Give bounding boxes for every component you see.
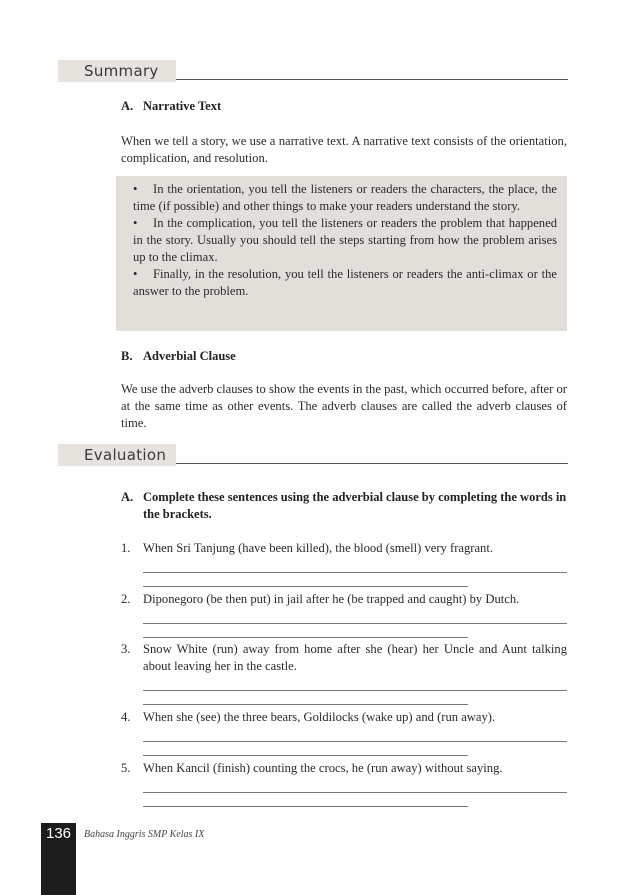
adverbial-clause-heading <box>121 349 236 364</box>
section-b-title: Adverbial Clause <box>143 349 236 363</box>
bullet-text: Finally, in the resolution, you tell the listeners or readers the anti-climax or the answer to the problem. <box>133 267 557 298</box>
narrative-text-heading <box>121 99 221 114</box>
evaluation-divider <box>176 463 568 464</box>
evaluation-instruction <box>121 489 567 523</box>
question-item <box>121 709 567 756</box>
bullet-orientation <box>133 181 557 215</box>
instruction-label: A. <box>121 490 134 504</box>
question-text: When Sri Tanjung (have been killed), the blood (smell) very fragrant. <box>143 541 493 555</box>
evaluation-title: Evaluation <box>58 444 176 466</box>
question-number: 4. <box>121 710 131 724</box>
answer-line[interactable] <box>143 742 468 756</box>
bullet-marker: • <box>133 216 138 230</box>
section-b-label: B. <box>121 349 133 363</box>
question-number: 1. <box>121 541 131 555</box>
question-text: Diponegoro (be then put) in jail after he (be trapped and caught) by Dutch. <box>143 592 520 606</box>
answer-line[interactable] <box>143 557 567 573</box>
narrative-info-box <box>116 176 567 331</box>
adverbial-clause-text: We use the adverb clauses to show the events in the past, which occurred before, after or at the same time as other events. The adverb clauses are called the adverb clauses of time. <box>121 382 567 430</box>
bullet-text: In the orientation, you tell the listeners or readers the characters, the place, the time (if possible) and other things to make your readers understand the story. <box>133 182 557 213</box>
bullet-marker: • <box>133 267 138 281</box>
summary-title: Summary <box>58 60 176 82</box>
answer-line[interactable] <box>143 675 567 691</box>
bullet-text: In the complication, you tell the listeners or readers the problem that happened in the story. Usually you should tell the steps starting from how the problem arises up to the climax. <box>133 216 557 264</box>
bullet-complication <box>133 215 557 266</box>
bullet-resolution <box>133 266 557 300</box>
question-text: When Kancil (finish) counting the crocs, he (run away) without saying. <box>143 761 503 775</box>
page-number: 136 <box>45 825 72 842</box>
answer-line[interactable] <box>143 573 468 587</box>
instruction-text: Complete these sentences using the adverbial clause by completing the words in the brackets. <box>143 490 567 521</box>
answer-line[interactable] <box>143 608 567 624</box>
answer-line[interactable] <box>143 793 468 807</box>
question-item <box>121 591 567 638</box>
question-number: 5. <box>121 761 131 775</box>
question-item <box>121 540 567 587</box>
answer-line[interactable] <box>143 777 567 793</box>
section-a-label: A. <box>121 99 134 113</box>
evaluation-section-header <box>58 444 568 468</box>
summary-divider <box>176 79 568 80</box>
question-text: When she (see) the three bears, Goldilocks (wake up) and (run away). <box>143 710 496 724</box>
question-number: 2. <box>121 592 131 606</box>
question-item <box>121 760 567 807</box>
section-a-title: Narrative Text <box>143 99 222 113</box>
answer-line[interactable] <box>143 691 468 705</box>
bullet-marker: • <box>133 182 138 196</box>
narrative-intro: When we tell a story, we use a narrative text. A narrative text consists of the orientation, complication, and resolution. <box>121 134 567 165</box>
question-text: Snow White (run) away from home after she (hear) her Uncle and Aunt talking about leaving her in the castle. <box>143 642 567 673</box>
book-title: Bahasa Inggris SMP Kelas IX <box>84 829 205 840</box>
summary-section-header <box>58 60 568 84</box>
answer-line[interactable] <box>143 726 567 742</box>
question-number: 3. <box>121 642 131 656</box>
answer-line[interactable] <box>143 624 468 638</box>
question-item <box>121 641 567 705</box>
